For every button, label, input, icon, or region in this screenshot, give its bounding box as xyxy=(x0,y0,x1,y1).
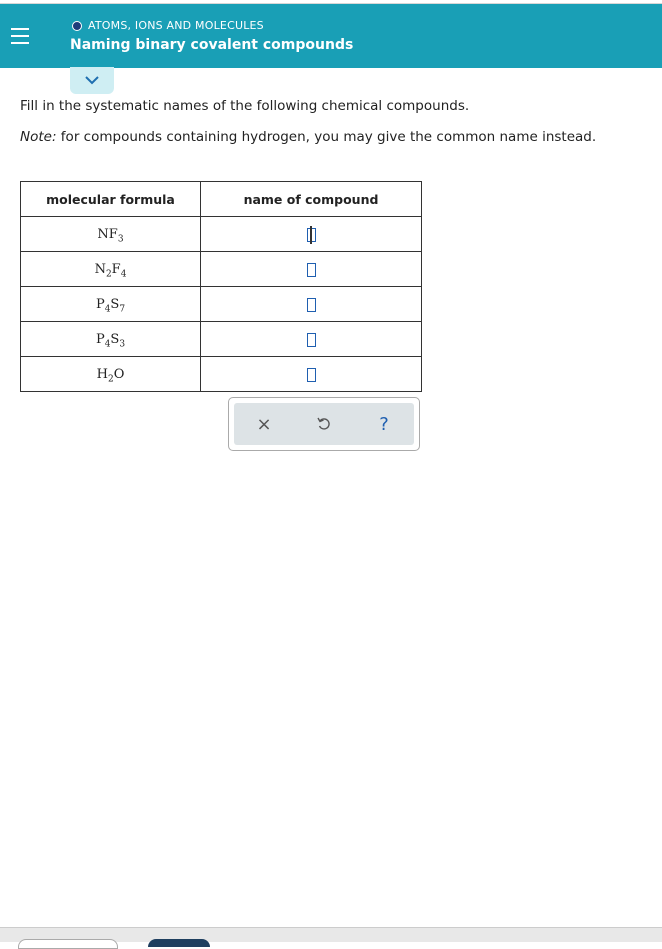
subscript: 4 xyxy=(104,304,111,315)
help-icon: ? xyxy=(379,413,389,435)
formula-cell xyxy=(21,217,201,252)
answer-input[interactable] xyxy=(307,368,316,382)
element-symbol: P xyxy=(95,297,105,313)
header-bar xyxy=(0,3,662,68)
subscript: 3 xyxy=(117,234,124,245)
expand-button[interactable] xyxy=(70,67,114,94)
table-row xyxy=(21,252,422,287)
undo-icon xyxy=(316,416,332,432)
note-label: Note: xyxy=(20,129,57,145)
topic-dot-icon xyxy=(72,21,82,31)
molecular-formula xyxy=(95,332,126,350)
answer-input[interactable] xyxy=(307,333,316,347)
topic-label xyxy=(72,19,264,32)
instructions: Fill in the systematic names of the following chemical compounds. xyxy=(20,98,470,114)
molecular-formula xyxy=(95,297,126,315)
note xyxy=(20,129,596,145)
name-cell xyxy=(201,287,422,322)
answer-toolbar xyxy=(228,397,420,451)
formula-cell xyxy=(21,357,201,392)
header-name-of-compound: name of compound xyxy=(201,182,422,217)
element-symbol: N xyxy=(97,227,109,243)
name-cell xyxy=(201,322,422,357)
molecular-formula xyxy=(94,262,127,280)
name-cell xyxy=(201,252,422,287)
clear-button[interactable] xyxy=(249,409,279,439)
page-title: Naming binary covalent compounds xyxy=(70,37,354,53)
element-symbol: F xyxy=(108,227,118,243)
subscript: 4 xyxy=(120,269,127,280)
close-icon: × xyxy=(256,413,272,435)
table-row xyxy=(21,357,422,392)
name-cell xyxy=(201,357,422,392)
note-text: for compounds containing hydrogen, you may give the common name instead. xyxy=(56,129,597,145)
header-molecular-formula: molecular formula xyxy=(21,182,201,217)
menu-icon[interactable] xyxy=(6,22,34,50)
table-row xyxy=(21,217,422,252)
answer-input[interactable] xyxy=(307,263,316,277)
undo-button[interactable] xyxy=(309,409,339,439)
help-button[interactable] xyxy=(369,409,399,439)
element-symbol: N xyxy=(94,262,106,278)
table-row xyxy=(21,287,422,322)
answer-input[interactable] xyxy=(307,298,316,312)
bottom-tab-right[interactable] xyxy=(148,939,210,947)
subscript: 4 xyxy=(104,339,111,350)
formula-cell xyxy=(21,322,201,357)
name-cell xyxy=(201,217,422,252)
compounds-table xyxy=(20,181,422,392)
element-symbol: H xyxy=(96,367,108,383)
subscript: 7 xyxy=(119,304,126,315)
molecular-formula xyxy=(96,367,125,385)
formula-cell xyxy=(21,287,201,322)
answer-input[interactable] xyxy=(307,228,316,242)
chevron-down-icon xyxy=(85,76,99,85)
element-symbol: S xyxy=(110,332,120,348)
molecular-formula xyxy=(97,227,124,245)
element-symbol: O xyxy=(113,367,125,383)
subscript: 2 xyxy=(105,269,112,280)
subscript: 2 xyxy=(107,374,114,385)
element-symbol: F xyxy=(111,262,121,278)
bottom-bar xyxy=(0,927,662,942)
formula-cell xyxy=(21,252,201,287)
subscript: 3 xyxy=(119,339,126,350)
element-symbol: P xyxy=(95,332,105,348)
table-row xyxy=(21,322,422,357)
topic-text: ATOMS, IONS AND MOLECULES xyxy=(88,19,264,32)
element-symbol: S xyxy=(110,297,120,313)
